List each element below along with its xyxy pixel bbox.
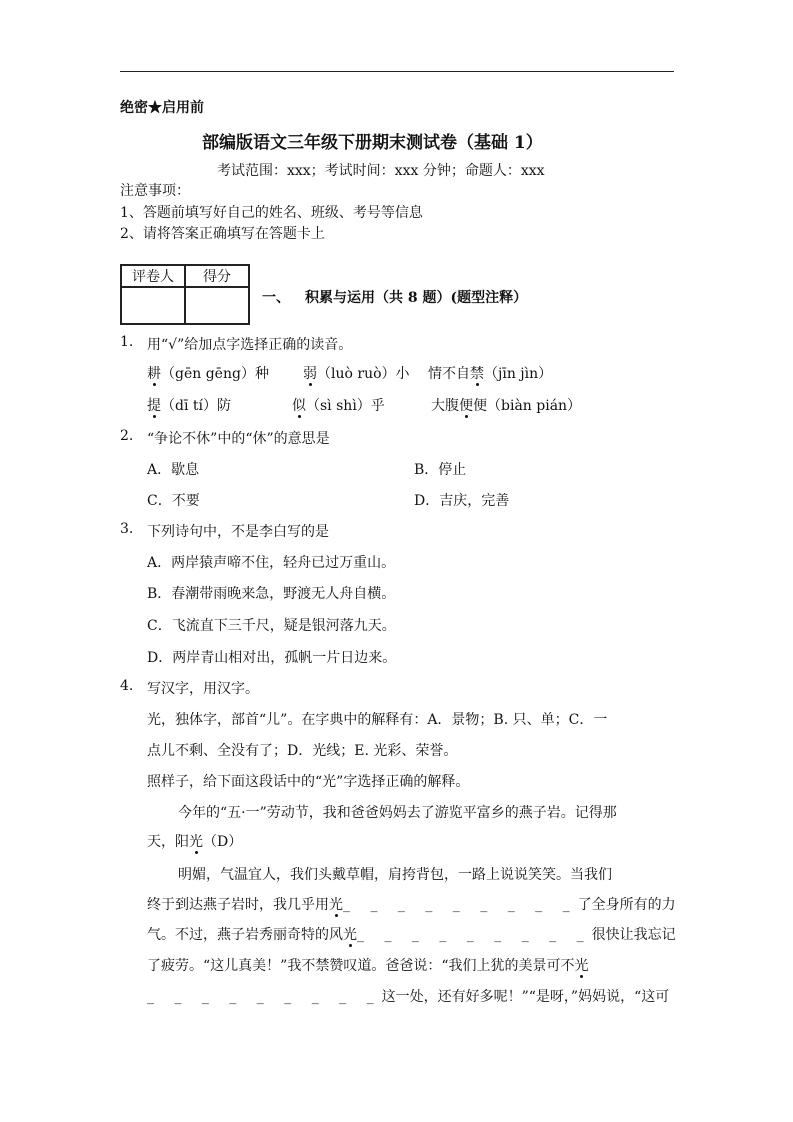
notes-item-1: 1、答题前填写好自己的姓名、班级、考号等信息 [120, 205, 423, 221]
header-rule [120, 71, 674, 72]
q1-stem: 用“√”给加点字选择正确的读音。 [147, 337, 353, 353]
q1-row2-a: 提（dī tí）防 [147, 398, 231, 414]
q4-para3-line1: 今年的“五·一”劳动节，我和爸爸妈妈去了游览平富乡的燕子岩。记得那 [178, 805, 617, 821]
q2-option-d: D．吉庆，完善 [414, 493, 510, 509]
reviewer-header: 评卷人 [121, 265, 185, 287]
score-cell[interactable] [185, 287, 249, 324]
answer-blank-2[interactable]: _ _ _ _ _ _ _ _ _ [357, 927, 592, 943]
notes-item-2: 2、请将答案正确填写在答题卡上 [120, 226, 325, 242]
section1-title: 积累与运用（共 8 题）(题型注释） [305, 290, 528, 306]
q4-para1-line2: 点儿不剩、全没有了；D．光线；E. 光彩、荣誉。 [147, 743, 458, 759]
q2-option-b: B．停止 [414, 462, 467, 478]
answer-blank-3[interactable]: _ _ _ _ _ _ _ _ _ [147, 989, 382, 1005]
page-title: 部编版语文三年级下册期末测试卷（基础 1） [202, 133, 543, 153]
q4-para1-line1: 光，独体字，部首“儿”。在字典中的解释有：A．景物；B. 只、单；C．一 [147, 712, 608, 728]
q2-option-c: C．不要 [147, 493, 200, 509]
exam-info: 考试范围：xxx；考试时间：xxx 分钟；命题人：xxx [217, 163, 545, 179]
q4-stem: 写汉字，用汉字。 [147, 681, 259, 697]
q1-row2-c: 大腹便便（biàn pián） [431, 398, 582, 414]
q4-para4-line1: 明媚，气温宜人，我们头戴草帽，肩挎背包，一路上说说笑笑。当我们 [178, 867, 612, 883]
q1-row1-b: 弱（luò ruò）小 [303, 366, 410, 382]
q1-row2-b: 似（sì shì）乎 [292, 398, 385, 414]
q3-stem: 下列诗句中，不是李白写的是 [147, 524, 329, 540]
q4-para4-line4: 了疲劳。“这儿真美！”我不禁赞叹道。爸爸说：“我们上犹的美景可不光 [147, 958, 589, 974]
q4-para4-line3: 气。不过，燕子岩秀丽奇特的风光_ _ _ _ _ _ _ _ _很快让我忘记 [147, 927, 676, 943]
q3-option-a: A．两岸猿声啼不住，轻舟已过万重山。 [147, 555, 396, 571]
q4-num: 4. [120, 678, 134, 694]
q4-para4-line5: _ _ _ _ _ _ _ _ _这一处，还有好多呢！”“是呀，”妈妈说，“这可 [147, 989, 670, 1005]
q1-num: 1. [120, 334, 134, 350]
notes-heading: 注意事项： [120, 183, 190, 199]
q3-option-c: C．飞流直下三千尺，疑是银河落九天。 [147, 618, 396, 634]
reviewer-cell[interactable] [121, 287, 185, 324]
q4-para2: 照样子，给下面这段话中的“光”字选择正确的解释。 [147, 774, 470, 790]
q3-option-b: B．春潮带雨晚来急，野渡无人舟自横。 [147, 586, 396, 602]
q1-row1-c: 情不自禁（jīn jìn） [428, 366, 553, 382]
secret-label: 绝密★启用前 [120, 100, 204, 116]
q4-para4-line2: 终于到达燕子岩时，我几乎用光_ _ _ _ _ _ _ _ _了全身所有的力 [147, 897, 676, 913]
score-table [120, 264, 250, 325]
answer-blank-1[interactable]: _ _ _ _ _ _ _ _ _ [343, 897, 578, 913]
q2-option-a: A．歇息 [147, 462, 200, 478]
q2-num: 2. [120, 428, 134, 444]
q1-row1-a: 耕（gēn gēng）种 [147, 366, 269, 382]
q3-option-d: D．两岸青山相对出，孤帆一片日边来。 [147, 650, 397, 666]
q3-num: 3. [120, 521, 134, 537]
score-header: 得分 [185, 265, 249, 287]
q4-para3-line2: 天，阳光（D） [147, 834, 243, 850]
q2-stem: “争论不休”中的“休”的意思是 [147, 431, 330, 447]
section1-num: 一、 [262, 290, 290, 306]
